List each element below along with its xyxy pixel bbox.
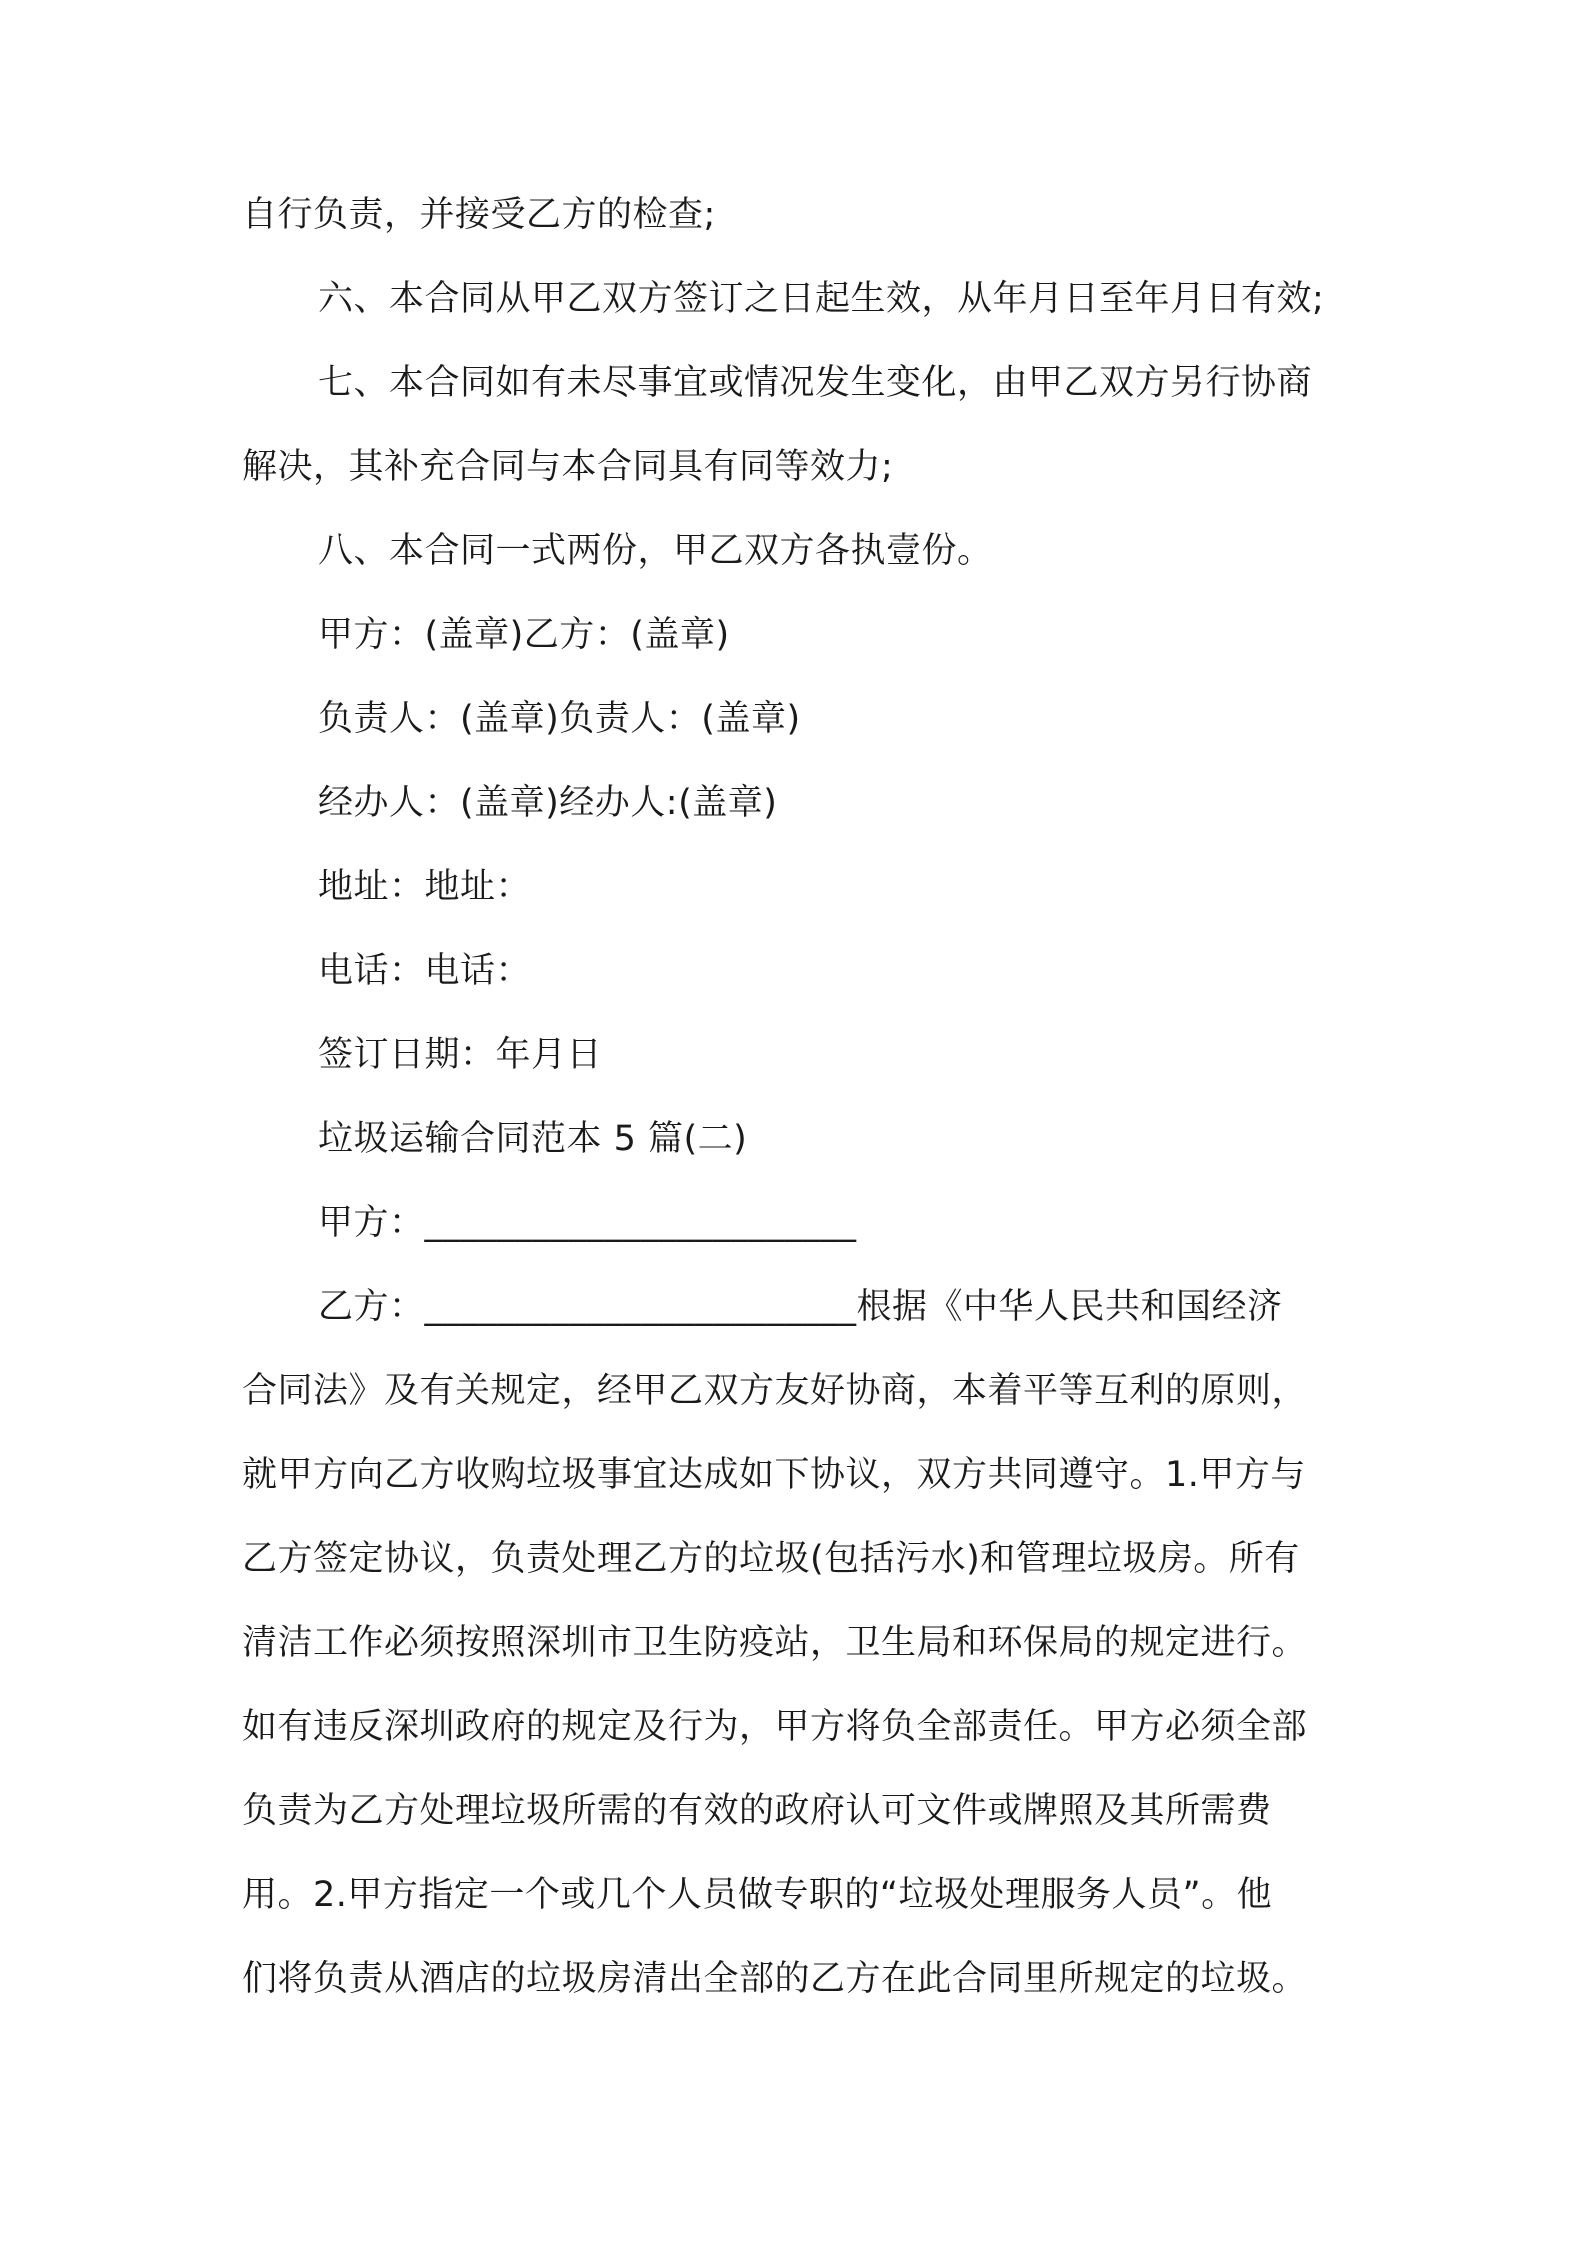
text-line: 自行负责，并接受乙方的检查; (242, 195, 716, 235)
text-line: 清洁工作必须按照深圳市卫生防疫站，卫生局和环保局的规定进行。 (242, 1623, 1308, 1663)
clause-six: 六、本合同从甲乙双方签订之日起生效，从年月日至年月日有效; (318, 279, 1325, 319)
sign-date-line: 签订日期：年月日 (318, 1035, 603, 1075)
signature-responsible-line: 负责人：(盖章)负责人：(盖章) (318, 699, 801, 739)
text-line: 合同法》及有关规定，经甲乙双方友好协商，本着平等互利的原则， (242, 1371, 1308, 1411)
clause-seven: 七、本合同如有未尽事宜或情况发生变化，由甲乙双方另行协商 (318, 363, 1313, 403)
signature-party-line: 甲方：(盖章)乙方：(盖章) (318, 615, 730, 655)
party-a-line: 甲方：________________________ (318, 1203, 857, 1243)
address-line: 地址：地址： (318, 867, 532, 907)
text-line: 解决，其补充合同与本合同具有同等效力; (242, 447, 894, 487)
text-line: 就甲方向乙方收购垃圾事宜达成如下协议，双方共同遵守。1.甲方与 (242, 1455, 1306, 1495)
clause-eight: 八、本合同一式两份，甲乙双方各执壹份。 (318, 531, 993, 571)
text-line: 们将负责从酒店的垃圾房清出全部的乙方在此合同里所规定的垃圾。 (242, 1959, 1308, 1999)
text-line: 负责为乙方处理垃圾所需的有效的政府认可文件或牌照及其所需费 (242, 1791, 1272, 1831)
party-b-line: 乙方：________________________根据《中华人民共和国经济 (318, 1287, 1283, 1327)
text-line: 乙方签定协议，负责处理乙方的垃圾(包括污水)和管理垃圾房。所有 (242, 1539, 1300, 1579)
signature-agent-line: 经办人：(盖章)经办人:(盖章) (318, 783, 778, 823)
text-line: 用。2.甲方指定一个或几个人员做专职的“垃圾处理服务人员”。他 (242, 1875, 1273, 1915)
text-line: 如有违反深圳政府的规定及行为，甲方将负全部责任。甲方必须全部 (242, 1707, 1308, 1747)
phone-line: 电话：电话： (318, 951, 532, 991)
section-title: 垃圾运输合同范本 5 篇(二) (318, 1119, 748, 1159)
